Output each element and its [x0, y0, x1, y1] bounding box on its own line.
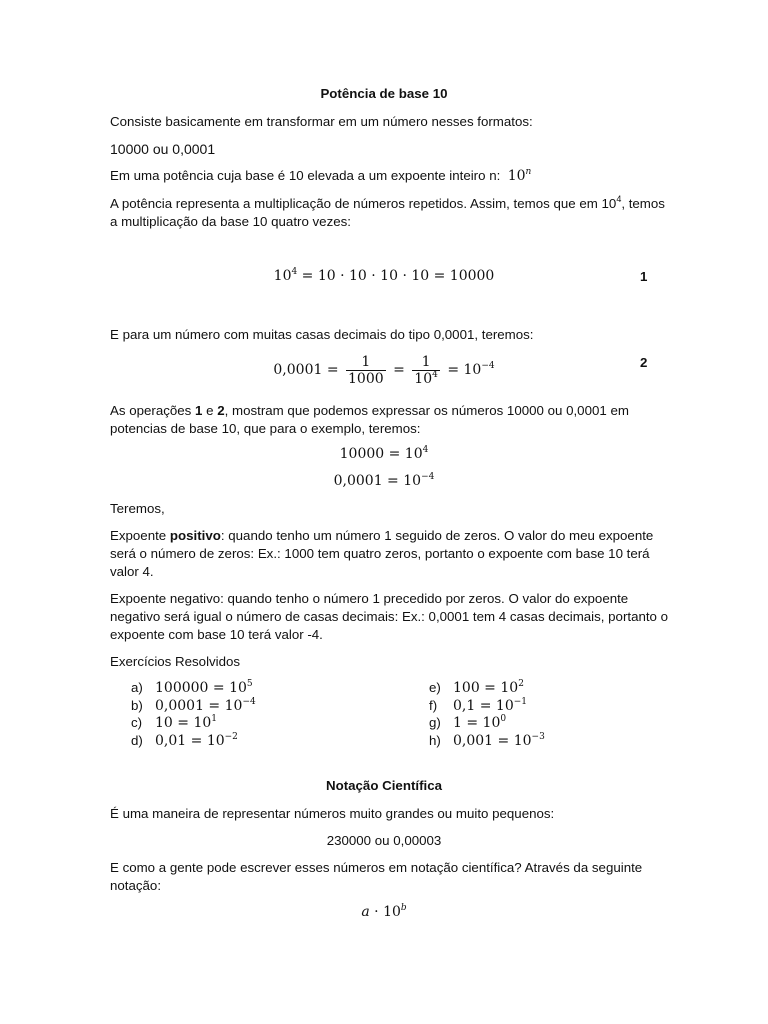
exercise-item [131, 715, 217, 731]
power-mult-text: A potência representa a multiplicação de números repetidos. Assim, temos que em [110, 196, 602, 211]
ops-ref-1: 1 [195, 403, 203, 418]
intro-text: Consiste basicamente em transformar em um número nesses formatos: [110, 114, 533, 129]
scientific-question-2: notação: [110, 878, 162, 893]
exercise-exponent: 1 [211, 714, 218, 724]
scientific-formula [0, 903, 768, 921]
exercise-item [131, 680, 253, 696]
exercise-item [131, 698, 256, 714]
result-lhs: 10000 = [339, 446, 405, 462]
exercise-equation [155, 715, 217, 731]
exercise-label: f) [429, 697, 438, 713]
decimals-intro: E para um número com muitas casas decimais do tipo 0,0001, teremos: [110, 327, 534, 342]
page-title: Potência de base 10 [320, 86, 448, 101]
result-exp: −4 [421, 472, 435, 482]
fraction-denominator [412, 371, 440, 387]
eq2-fraction-2 [412, 354, 440, 387]
exercise-label: d) [131, 732, 143, 748]
result-1 [0, 445, 768, 463]
fraction-denominator: 1000 [348, 370, 384, 387]
exercise-item [429, 733, 545, 749]
formula-base: 10 [383, 904, 401, 920]
power-definition-formula [508, 168, 532, 184]
positive-line-3: valor 4. [110, 564, 154, 579]
exercise-equation [155, 733, 238, 749]
operations-line-1 [110, 402, 629, 420]
positive-prefix: Expoente [110, 528, 170, 543]
exercise-lhs: 0,01 = [155, 732, 207, 749]
exercise-base: 10 [495, 697, 514, 714]
power-definition-text: Em uma potência cuja base é 10 elevada a um expoente inteiro n: [110, 168, 501, 183]
exercise-exponent: −2 [224, 731, 238, 742]
exercise-lhs: 0,001 = [453, 732, 514, 749]
formats-text: 10000 ou 0,0001 [110, 141, 216, 157]
equation-2 [0, 353, 768, 387]
formula-base: 10 [507, 168, 526, 184]
exercise-label: e) [429, 680, 441, 695]
scientific-notation-title: Notação Científica [325, 778, 442, 793]
positive-text: : quando tenho um número 1 seguido de zeros. O valor do meu expoente [220, 528, 654, 543]
exercise-base: 10 [513, 732, 532, 749]
den-exp: 4 [432, 369, 438, 380]
eq2-rhs-exp: −4 [481, 361, 495, 371]
formula-coefficient: a [361, 904, 370, 920]
exercise-equation [453, 733, 545, 749]
exercise-base: 10 [224, 697, 243, 714]
result-lhs: 0,0001 = [333, 473, 404, 489]
exercise-exponent: −1 [513, 696, 528, 707]
exercise-item [429, 698, 527, 714]
ops-and: e [202, 403, 218, 418]
ops-ref-2: 2 [217, 403, 225, 418]
exercise-item [429, 715, 506, 731]
exercise-label: c) [131, 715, 143, 730]
exercise-base: 10 [500, 680, 519, 696]
power-mult-exp: 4 [616, 194, 622, 204]
positive-keyword: positivo [169, 528, 221, 543]
teremos-text: Teremos, [110, 501, 165, 516]
exercise-base: 10 [482, 715, 501, 731]
exercise-lhs: 100000 = [155, 680, 230, 696]
scientific-intro: É uma maneira de representar números muito grandes ou muito pequenos: [110, 806, 555, 821]
scientific-question-1: E como a gente pode escrever esses números em notação científica? Através da seguinte [110, 860, 643, 875]
exercise-item [429, 680, 524, 696]
exercise-label: h) [429, 732, 441, 748]
result-exp: 4 [422, 445, 429, 455]
exercise-base: 10 [193, 715, 212, 731]
formula-exponent: b [400, 903, 407, 913]
formula-exponent: n [525, 167, 532, 177]
power-mult-text-end: , temos [621, 196, 665, 211]
exercise-label: a) [131, 680, 143, 695]
scientific-examples: 230000 ou 0,00003 [326, 833, 442, 848]
fraction-numerator: 1 [346, 354, 386, 371]
equation-1 [0, 267, 768, 285]
eq2-equals-2: = [447, 362, 464, 378]
exercise-exponent: 0 [500, 714, 507, 724]
exercise-exponent: −3 [531, 731, 545, 742]
ops-text-end: , mostram que podemos expressar os números 10000 ou 0,0001 em [224, 403, 629, 418]
exercise-lhs: 0,1 = [453, 697, 496, 714]
eq1-rhs: = 10 · 10 · 10 · 10 = 10000 [297, 268, 495, 284]
exercise-lhs: 1 = [453, 715, 483, 731]
exercise-exponent: −4 [242, 696, 256, 707]
negative-line-2: negativo será igual o número de casas decimais: Ex.: 0,0001 tem 4 casas decimais, portanto o [110, 609, 669, 624]
exercise-lhs: 0,0001 = [155, 697, 225, 714]
exercise-item [131, 733, 238, 749]
exercise-equation [453, 680, 524, 696]
eq2-equals: = [393, 362, 405, 378]
exercise-equation [453, 698, 527, 714]
power-mult-line-2: a multiplicação da base 10 quatro vezes: [110, 214, 351, 229]
exercise-equation [155, 680, 253, 696]
exercises-title: Exercícios Resolvidos [110, 654, 241, 669]
operations-line-2: potencias de base 10, que para o exemplo, teremos: [110, 421, 421, 436]
eq1-exp: 4 [291, 267, 298, 277]
eq2-lhs: 0,0001 = [273, 362, 339, 378]
exercise-lhs: 10 = [155, 715, 194, 731]
den-base: 10 [414, 370, 433, 387]
positive-line-2: será o número de zeros: Ex.: 1000 tem quatro zeros, portanto o expoente com base 10 terá [110, 546, 650, 561]
negative-line-3: expoente com base 10 terá valor -4. [110, 627, 323, 642]
ops-text: As operações [110, 403, 196, 418]
exercise-equation [453, 715, 506, 731]
eq2-rhs-base: 10 [463, 362, 482, 378]
result-base: 10 [403, 473, 422, 489]
exercise-exponent: 2 [518, 679, 524, 689]
positive-line-1 [110, 527, 653, 545]
exercise-base: 10 [229, 680, 247, 696]
equation-2-number: 2 [640, 355, 648, 370]
power-mult-line-1 [110, 195, 665, 213]
formula-dot: · [369, 904, 384, 920]
equation-1-number: 1 [640, 269, 648, 284]
result-2 [0, 472, 768, 490]
eq1-base: 10 [273, 268, 292, 284]
eq2-fraction-1 [346, 354, 386, 387]
exercise-base: 10 [206, 732, 225, 749]
exercise-label: b) [131, 697, 143, 713]
exercise-equation [155, 698, 256, 714]
fraction-numerator: 1 [412, 354, 440, 371]
exercise-lhs: 100 = [453, 680, 501, 696]
power-definition [110, 167, 531, 185]
exercise-label: g) [429, 715, 441, 730]
result-base: 10 [404, 446, 423, 462]
power-mult-base: 10 [601, 196, 617, 211]
negative-line-1: Expoente negativo: quando tenho o número 1 precedido por zeros. O valor do expoente [110, 591, 629, 606]
exercise-exponent: 5 [246, 679, 253, 689]
